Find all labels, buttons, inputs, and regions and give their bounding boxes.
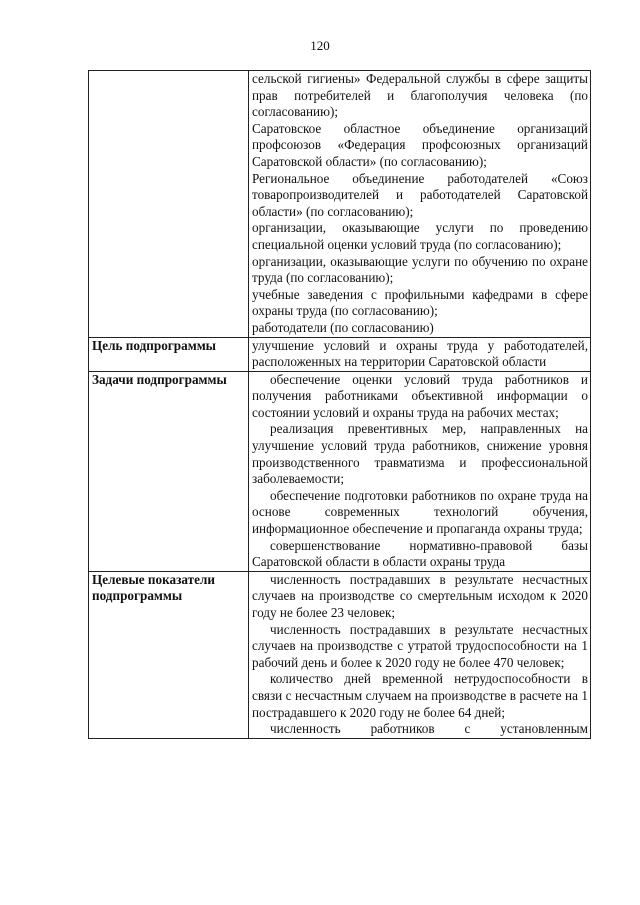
paragraph: численность пострадавших в результате несчастных случаев на производстве с утратой трудоспособности на 1 рабочий день и более к 2020 году не более 470 человек; bbox=[252, 621, 588, 670]
row-content-cell bbox=[249, 71, 591, 338]
paragraph: реализация превентивных мер, направленных на улучшение условий труда работников, снижение уровня производственного травматизма и профессиональной заболеваемости; bbox=[252, 421, 588, 487]
paragraph: организации, оказывающие услуги по обучению по охране труда (по согласованию); bbox=[252, 253, 588, 286]
paragraph: численность работников с установленным bbox=[270, 721, 588, 737]
paragraph: улучшение условий и охраны труда у работодателей, расположенных на территории Саратовской области bbox=[252, 337, 588, 370]
page-number: 120 bbox=[310, 38, 330, 53]
table-row bbox=[89, 71, 591, 338]
paragraph: организации, оказывающие услуги по проведению специальной оценки условий труда (по согласованию); bbox=[252, 220, 588, 252]
passport-table bbox=[88, 70, 591, 739]
paragraph: количество дней временной нетрудоспособности в связи с несчастным случаем на производстве в расчете на 1 пострадавшего к 2020 году не более 64 дней; bbox=[252, 671, 588, 720]
table-row bbox=[89, 337, 591, 371]
row-label-cell bbox=[89, 71, 249, 338]
row-label-cell bbox=[89, 371, 249, 571]
row-label: Задачи подпрограммы bbox=[92, 371, 227, 387]
paragraph: численность пострадавших в результате несчастных случаев на производстве со смертельным исходом к 2020 году не более 23 человек; bbox=[252, 571, 588, 620]
row-label-cell bbox=[89, 571, 249, 738]
row-label: Цель подпрограммы bbox=[92, 337, 216, 353]
table-row bbox=[89, 571, 591, 738]
paragraph: совершенствование нормативно-правовой базы Саратовской области в области охраны труда bbox=[252, 537, 588, 570]
paragraph: учебные заведения с профильными кафедрами в сфере охраны труда (по согласованию); bbox=[252, 286, 588, 319]
row-label: Целевые показатели подпрограммы bbox=[92, 571, 215, 604]
paragraph: сельской гигиены» Федеральной службы в сфере защиты прав потребителей и благополучия человека (по согласованию); bbox=[252, 71, 588, 120]
paragraph: обеспечение оценки условий труда работников и получения работниками объективной информации о состоянии условий и охраны труда на рабочих местах; bbox=[252, 371, 588, 420]
row-label-cell bbox=[89, 337, 249, 371]
paragraph: работодатели (по согласованию) bbox=[252, 319, 434, 335]
table-row bbox=[89, 371, 591, 571]
paragraph: Саратовское областное объединение организаций профсоюзов «Федерация профсоюзных организаций Саратовской области» (по согласованию); bbox=[252, 120, 588, 169]
row-content-cell bbox=[249, 571, 591, 738]
paragraph: Региональное объединение работодателей «Союз товаропроизводителей и работодателей Саратовской области» (по согласованию); bbox=[252, 170, 588, 219]
row-content-cell bbox=[249, 371, 591, 571]
paragraph: обеспечение подготовки работников по охране труда на основе современных технологий обучения, информационное обеспечение и пропаганда охраны труда; bbox=[252, 487, 588, 537]
row-content-cell bbox=[249, 337, 591, 371]
